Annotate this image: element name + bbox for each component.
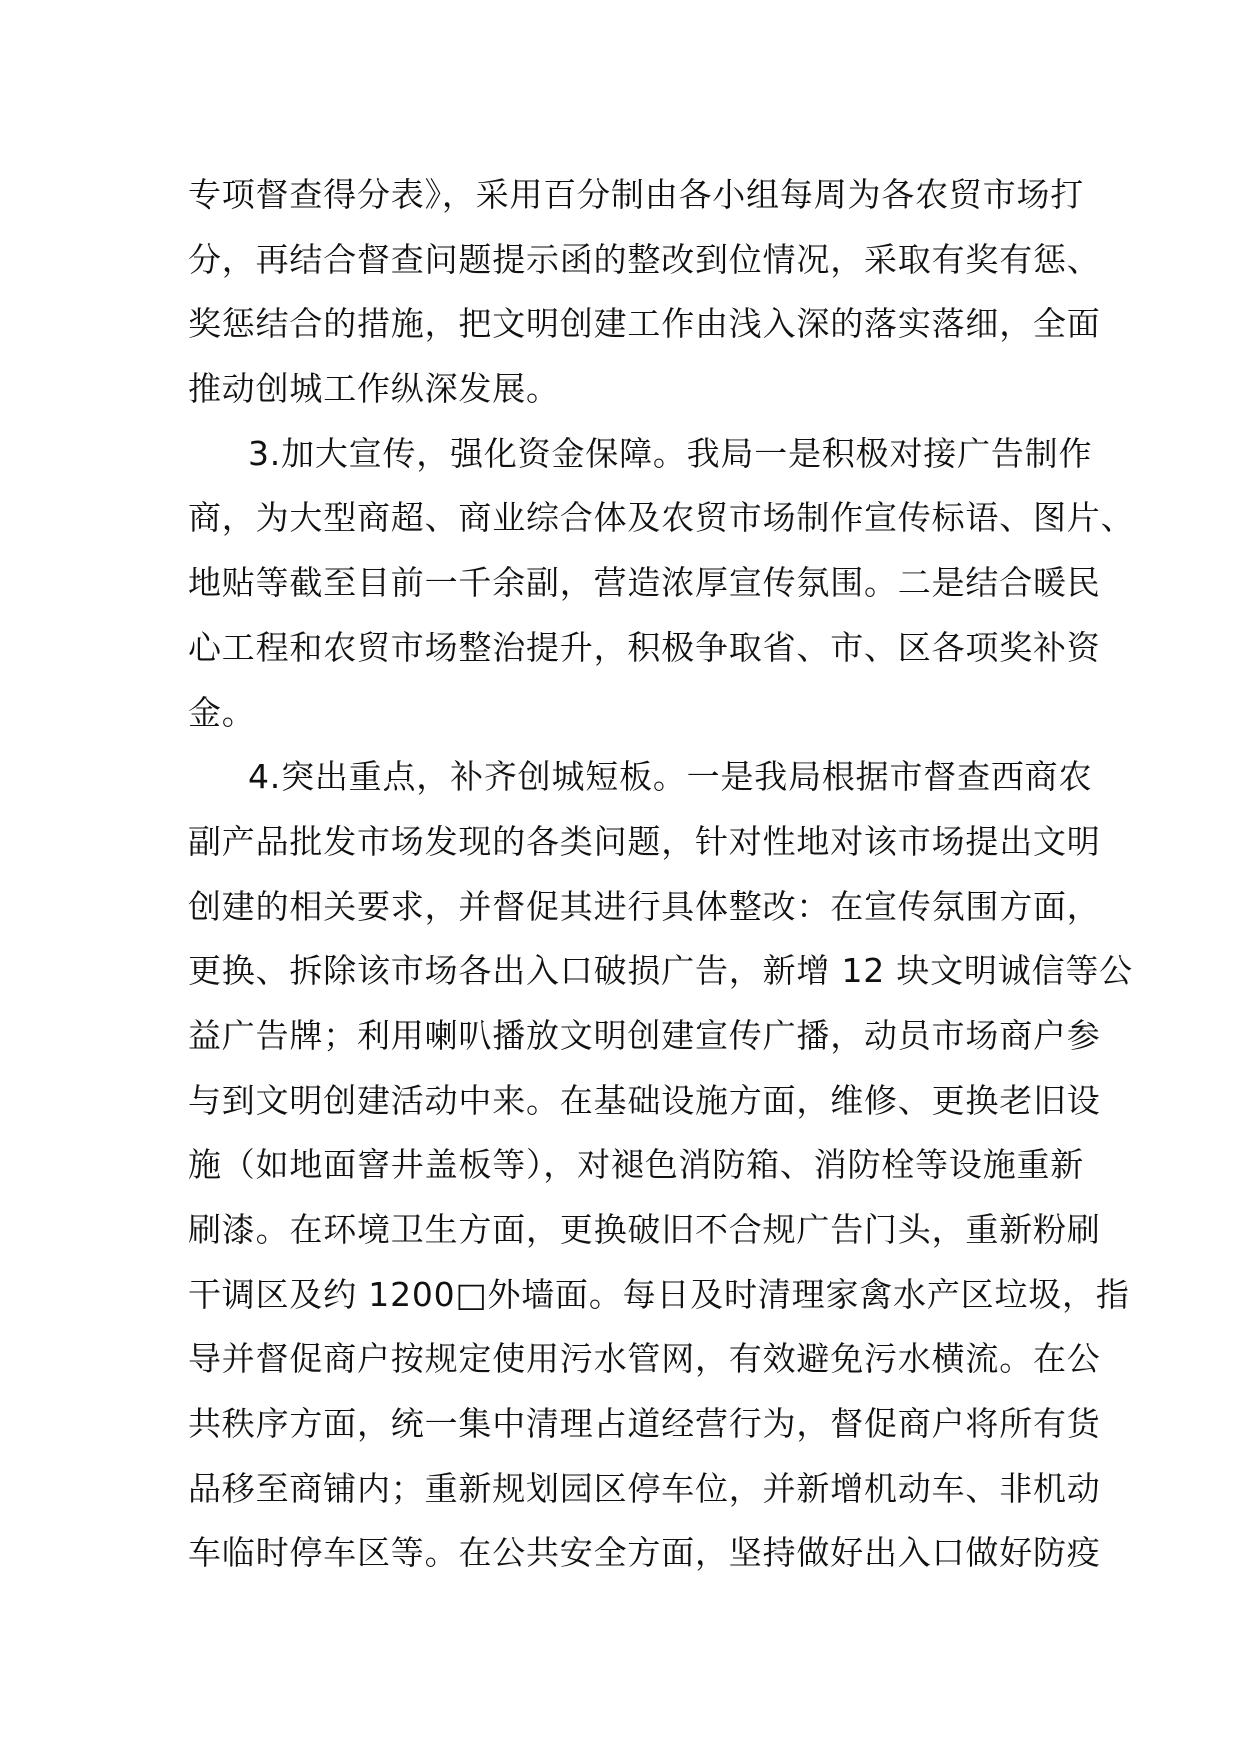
text-line: 车临时停车区等。在公共安全方面，坚持做好出入口做好防疫: [188, 1533, 1101, 1573]
text-line: 商，为大型商超、商业综合体及农贸市场制作宣传标语、图片、: [188, 498, 1135, 538]
text-line: 更换、拆除该市场各出入口破损广告，新增 12 块文明诚信等公: [188, 951, 1133, 991]
text-line: 推动创城工作纵深发展。: [188, 369, 560, 409]
paragraph-first-line: 3.加大宣传，强化资金保障。我局一是积极对接广告制作: [248, 433, 1093, 473]
paragraph-3: [188, 745, 1133, 1586]
text-line: 干调区及约 1200□外墙面。每日及时清理家禽水产区垃圾，指: [188, 1274, 1130, 1314]
text-line: 品移至商铺内；重新规划园区停车位，并新增机动车、非机动: [188, 1468, 1101, 1508]
text-line: 刷漆。在环境卫生方面，更换破旧不合规广告门头，重新粉刷: [188, 1210, 1101, 1249]
text-line: 导并督促商户按规定使用污水管网，有效避免污水横流。在公: [188, 1339, 1101, 1379]
text-line: 奖惩结合的措施，把文明创建工作由浅入深的落实落细，全面: [188, 304, 1101, 344]
text-line: 副产品批发市场发现的各类问题，针对性地对该市场提出文明: [188, 821, 1101, 861]
text-line: 施（如地面窨井盖板等），对褪色消防箱、消防栓等设施重新: [188, 1145, 1085, 1185]
document-body: [188, 163, 1135, 1586]
text-line: 共秩序方面，统一集中清理占道经营行为，督促商户将所有货: [188, 1404, 1101, 1444]
text-line: 地贴等截至目前一千余副，营造浓厚宣传氛围。二是结合暖民: [188, 563, 1101, 603]
text-line: 金。: [188, 692, 256, 732]
text-line: 益广告牌；利用喇叭播放文明创建宣传广播，动员市场商户参: [188, 1015, 1101, 1055]
paragraph-first-line: 4.突出重点，补齐创城短板。一是我局根据市督查西商农: [248, 757, 1093, 797]
text-line: 创建的相关要求，并督促其进行具体整改：在宣传氛围方面，: [188, 886, 1101, 926]
text-line: 心工程和农贸市场整治提升，积极争取省、市、区各项奖补资: [188, 627, 1101, 667]
paragraph-1: [188, 163, 1101, 422]
text-line: 分，再结合督查问题提示函的整改到位情况，采取有奖有惩、: [188, 239, 1101, 279]
text-line: 专项督查得分表》，采用百分制由各小组每周为各农贸市场打: [188, 175, 1085, 214]
paragraph-2: [188, 422, 1135, 745]
text-line: 与到文明创建活动中来。在基础设施方面，维修、更换老旧设: [188, 1080, 1101, 1120]
